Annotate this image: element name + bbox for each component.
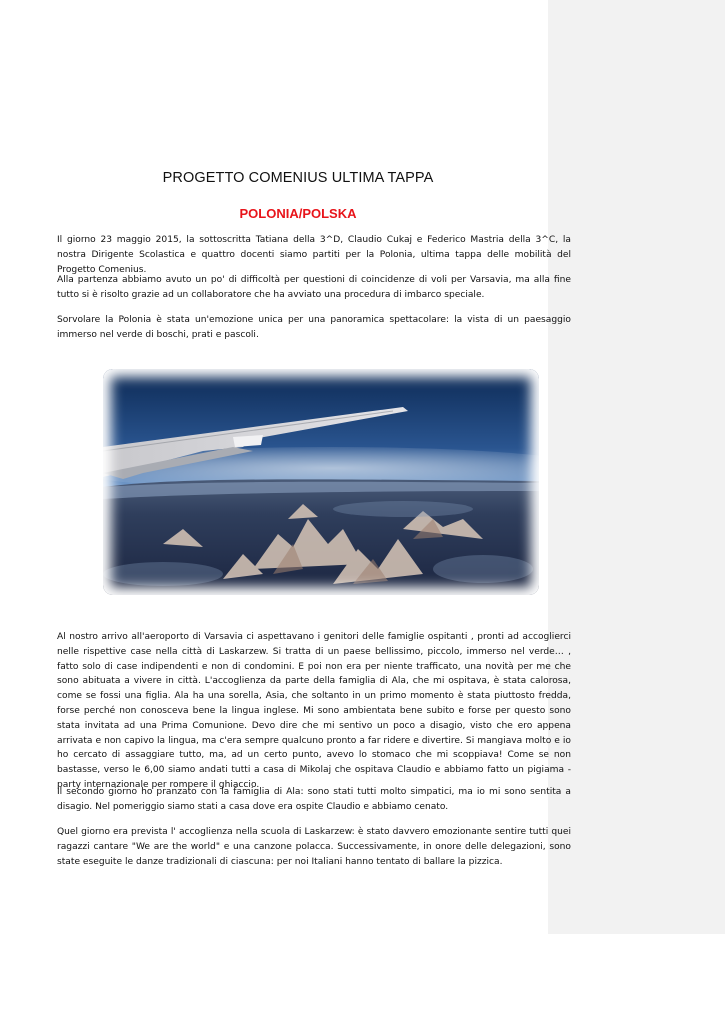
aerial-landscape-graphic [103, 369, 539, 595]
document-title: PROGETTO COMENIUS ULTIMA TAPPA [162, 170, 434, 186]
document-subtitle: POLONIA/POLSKA [239, 206, 357, 221]
paragraph-arrival: Al nostro arrivo all'aeroporto di Varsavia ci aspettavano i genitori delle famiglie ospitanti , pronti ad accoglierci nelle rispettive case nella città di Laskarzew. Si tratta di un paese bellissimo, piccolo, immerso nel verde… , fatto solo di case indipendenti e non di condomini. E poi non era per niente trafficato, una novità per me che sono abituata a vivere in città. L'accoglienza da parte della famiglia di Ala, che mi ospitava, è stata calorosa, come se fossi una figlia. Ala ha una sorella, Asia, che soltanto in un primo momento è stata piuttosto fredda, forse perché non conosceva bene la lingua inglese. Mi sono ambientata bene subito e forse per questo sono stata invitata ad una Prima Comunione. Devo dire che mi sentivo un poco a disagio, visto che ero appena arrivata e non capivo la lingua, ma c'era sempre qualcuno pronto a far ridere e divertire. Si mangiava molto e io ho cercato di assaggiare tutto, ma, ad un certo punto, avevo lo stomaco che mi scoppiava! Come se non bastasse, verso le 6,00 siamo andati tutti a casa di Mikolaj che ospitava Claudio e abbiamo fatto un pigiama - party internazionale per rompere il ghiaccio. [57, 632, 571, 790]
photo-image [103, 369, 539, 595]
paragraph-flying-over: Sorvolare la Polonia è stata un'emozione unica per una panoramica spettacolare: la vista di un paesaggio immerso nel verde di boschi, prati e pascoli. [57, 315, 571, 340]
paragraph-departure: Il giorno 23 maggio 2015, la sottoscritta Tatiana della 3^D, Claudio Cukaj e Federico Mastria della 3^C, la nostra Dirigente Scolastica e quattro docenti siamo partiti per la Polonia, ultima tappa delle mobilità del Progetto Comenius. [57, 235, 571, 275]
paragraph-school-welcome: Quel giorno era prevista l' accoglienza nella scuola di Laskarzew: è stato davvero emozionante sentire tutti quei ragazzi cantare "We are the world" e una canzone polacca. Successivamente, in onore delle delegazioni, sono state eseguite le danze tradizionali di ciascuna: per noi Italiani hanno tentato di ballare la pizzica. [57, 827, 571, 867]
paragraph-flight-issues: Alla partenza abbiamo avuto un po' di difficoltà per questioni di coincidenze di voli per Varsavia, ma alla fine tutto si è risolto grazie ad un collaboratore che ha avviato una procedura di imbarco speciale. [57, 275, 571, 300]
airplane-window-photo [98, 364, 544, 600]
paragraph-second-day: Il secondo giorno ho pranzato con la famiglia di Ala: sono stati tutti molto simpatici, ma io mi sono sentita a disagio. Nel pomeriggio siamo stati a casa dove era ospite Claudio e abbiamo cenato. [57, 787, 571, 812]
comment-margin-pane [548, 0, 725, 934]
